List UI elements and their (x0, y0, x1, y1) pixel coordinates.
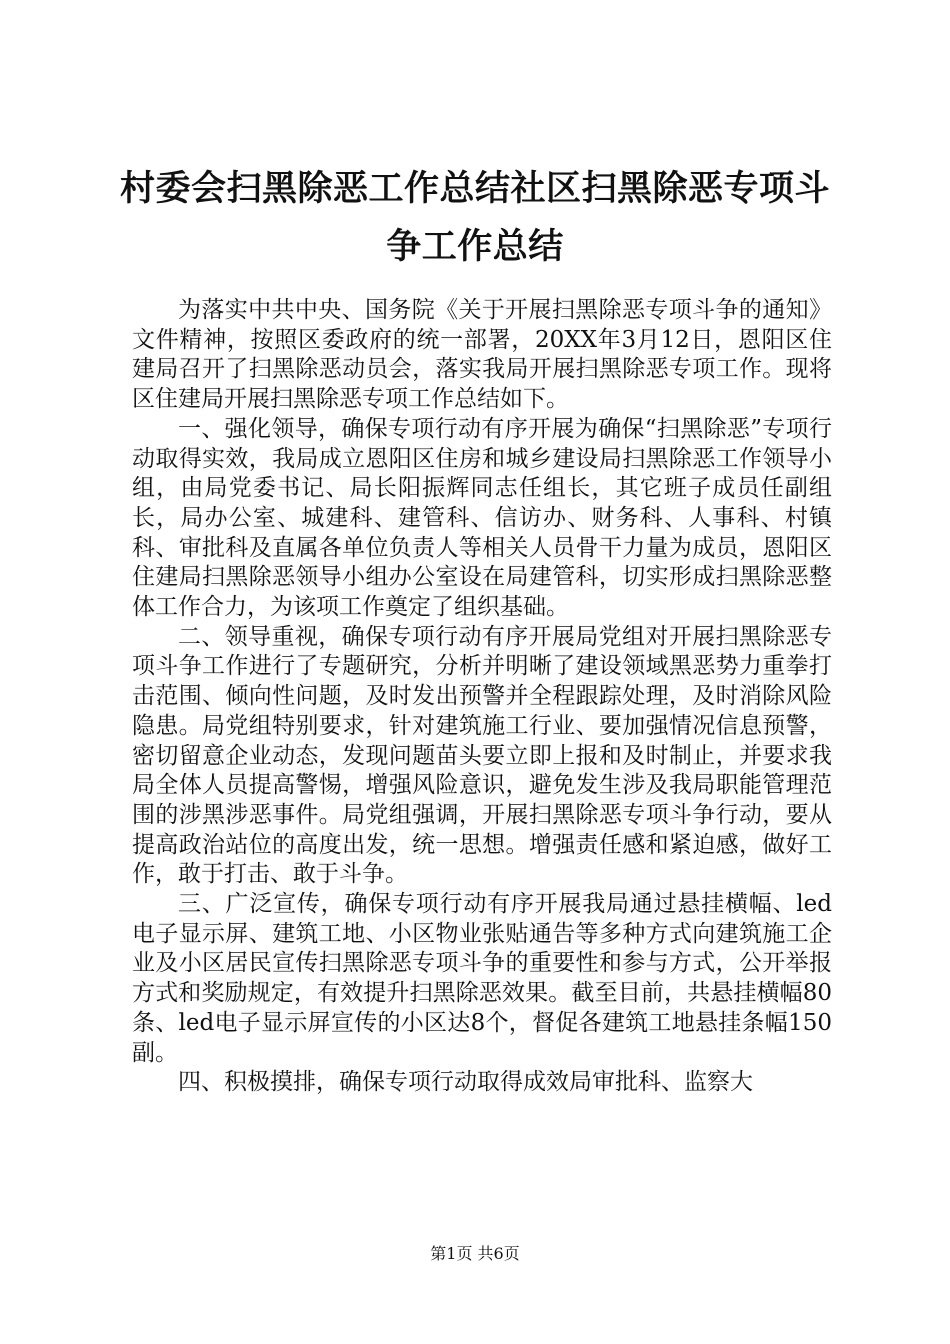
paragraph-intro: 为落实中共中央、国务院《关于开展扫黑除恶专项斗争的通知》文件精神，按照区委政府的统一部署，20XX年3月12日，恩阳区住建局召开了扫黑除恶动员会，落实我局开展扫黑除恶专项工作。现将区住建局开展扫黑除恶专项工作总结如下。 (132, 297, 832, 413)
document-body (132, 296, 832, 1098)
paragraph-section-2: 二、领导重视，确保专项行动有序开展局党组对开展扫黑除恶专项斗争工作进行了专题研究，分析并明晰了建设领域黑恶势力重拳打击范围、倾向性问题，及时发出预警并全程跟踪处理，及时消除风险隐患。局党组特别要求，针对建筑施工行业、要加强情况信息预警，密切留意企业动态，发现问题苗头要立即上报和及时制止，并要求我局全体人员提高警惕，增强风险意识，避免发生涉及我局职能管理范围的涉黑涉恶事件。局党组强调，开展扫黑除恶专项斗争行动，要从提高政治站位的高度出发，统一思想。增强责任感和紧迫感，做好工作，敢于打击、敢于斗争。 (132, 623, 832, 888)
paragraph-section-1: 一、强化领导，确保专项行动有序开展为确保“扫黑除恶”专项行动取得实效，我局成立恩阳区住房和城乡建设局扫黑除恶工作领导小组，由局党委书记、局长阳振辉同志任组长，其它班子成员任副组长，局办公室、城建科、建管科、信访办、财务科、人事科、村镇科、审批科及直属各单位负责人等相关人员骨干力量为成员，恩阳区住建局扫黑除恶领导小组办公室设在局建管科，切实形成扫黑除恶整体工作合力，为该项工作奠定了组织基础。 (132, 415, 832, 621)
document-title (110, 160, 840, 276)
page-footer: 第1页 共6页 (430, 1244, 520, 1263)
paragraph-section-3: 三、广泛宣传，确保专项行动有序开展我局通过悬挂横幅、led电子显示屏、建筑工地、小区物业张贴通告等多种方式向建筑施工企业及小区居民宣传扫黑除恶专项斗争的重要性和参与方式，公开举报方式和奖励规定，有效提升扫黑除恶效果。截至目前，共悬挂横幅80条、led电子显示屏宣传的小区达8个，督促各建筑工地悬挂条幅150副。 (132, 891, 832, 1066)
title-line-1: 村委会扫黑除恶工作总结社区扫黑除恶专项斗 (119, 169, 830, 209)
paragraph-section-4: 四、积极摸排，确保专项行动取得成效局审批科、监察大 (178, 1069, 753, 1096)
title-line-2: 争工作总结 (386, 227, 564, 267)
